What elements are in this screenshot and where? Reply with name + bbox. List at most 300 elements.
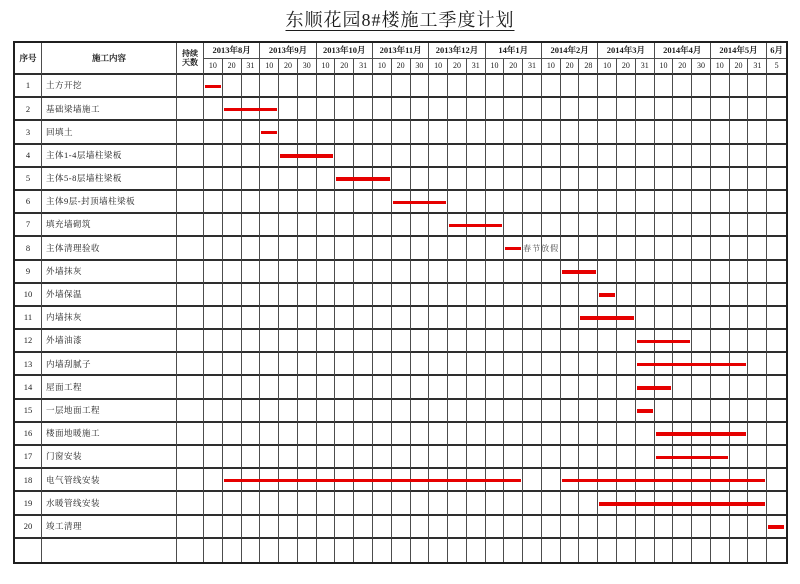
tick-cell: 31 bbox=[467, 59, 486, 75]
row-seq: 4 bbox=[15, 145, 42, 168]
chart-cell bbox=[204, 469, 223, 492]
tick-cell: 10 bbox=[373, 59, 392, 75]
chart-cell bbox=[692, 539, 711, 562]
chart-cell bbox=[429, 191, 448, 214]
chart-cell bbox=[279, 400, 298, 423]
chart-cell bbox=[223, 492, 242, 515]
tick-cell: 10 bbox=[655, 59, 674, 75]
chart-cell bbox=[504, 307, 523, 330]
chart-cell bbox=[448, 191, 467, 214]
chart-cell bbox=[486, 423, 505, 446]
chart-cell bbox=[429, 376, 448, 399]
chart-cell bbox=[598, 214, 617, 237]
chart-cell bbox=[579, 307, 598, 330]
chart-cell bbox=[354, 446, 373, 469]
chart-cell bbox=[429, 261, 448, 284]
chart-cell bbox=[317, 469, 336, 492]
month-header: 2014年4月 bbox=[655, 43, 711, 59]
chart-cell bbox=[204, 145, 223, 168]
chart-cell bbox=[298, 330, 317, 353]
chart-cell bbox=[373, 168, 392, 191]
chart-cell bbox=[598, 121, 617, 144]
chart-cell bbox=[711, 400, 730, 423]
header-duration bbox=[177, 43, 204, 75]
chart-cell bbox=[392, 423, 411, 446]
chart-cell bbox=[335, 423, 354, 446]
header-duration-line: 持续 bbox=[182, 48, 198, 58]
row-seq: 15 bbox=[15, 400, 42, 423]
chart-cell bbox=[429, 98, 448, 121]
chart-cell bbox=[354, 121, 373, 144]
chart-cell bbox=[767, 214, 786, 237]
chart-cell bbox=[542, 145, 561, 168]
chart-cell bbox=[223, 353, 242, 376]
month-header: 2013年11月 bbox=[373, 43, 429, 59]
chart-cell bbox=[617, 214, 636, 237]
chart-cell bbox=[486, 284, 505, 307]
chart-cell bbox=[373, 98, 392, 121]
chart-cell bbox=[317, 168, 336, 191]
chart-cell bbox=[561, 98, 580, 121]
chart-cell bbox=[223, 284, 242, 307]
chart-cell bbox=[711, 75, 730, 98]
chart-cell bbox=[523, 237, 542, 260]
chart-cell bbox=[692, 376, 711, 399]
chart-cell bbox=[730, 330, 749, 353]
chart-cell bbox=[429, 121, 448, 144]
chart-cell bbox=[486, 376, 505, 399]
chart-cell bbox=[429, 75, 448, 98]
chart-cell bbox=[467, 492, 486, 515]
chart-cell bbox=[692, 307, 711, 330]
month-header: 2014年2月 bbox=[542, 43, 598, 59]
chart-cell bbox=[354, 423, 373, 446]
chart-cell bbox=[486, 98, 505, 121]
duration-cell bbox=[177, 446, 204, 469]
chart-cell bbox=[617, 423, 636, 446]
chart-cell bbox=[354, 237, 373, 260]
chart-cell bbox=[354, 469, 373, 492]
chart-cell bbox=[504, 516, 523, 539]
page-title: 东顺花园8#楼施工季度计划 bbox=[285, 10, 515, 30]
chart-cell bbox=[279, 261, 298, 284]
chart-cell bbox=[298, 98, 317, 121]
chart-cell bbox=[298, 168, 317, 191]
chart-cell bbox=[486, 469, 505, 492]
chart-cell bbox=[579, 145, 598, 168]
chart-cell bbox=[523, 75, 542, 98]
chart-cell bbox=[429, 307, 448, 330]
chart-cell bbox=[655, 376, 674, 399]
chart-cell bbox=[767, 145, 786, 168]
task-cell: 主体清理验收 bbox=[42, 237, 177, 260]
chart-cell bbox=[354, 353, 373, 376]
chart-cell bbox=[448, 423, 467, 446]
chart-cell bbox=[767, 330, 786, 353]
chart-cell bbox=[561, 353, 580, 376]
chart-cell bbox=[335, 446, 354, 469]
chart-cell bbox=[504, 168, 523, 191]
chart-cell bbox=[335, 539, 354, 562]
chart-cell bbox=[354, 376, 373, 399]
chart-cell bbox=[692, 423, 711, 446]
chart-cell bbox=[711, 376, 730, 399]
chart-cell bbox=[335, 492, 354, 515]
chart-cell bbox=[767, 446, 786, 469]
chart-cell bbox=[411, 353, 430, 376]
chart-cell bbox=[223, 168, 242, 191]
chart-cell bbox=[617, 492, 636, 515]
chart-cell bbox=[655, 516, 674, 539]
chart-cell bbox=[242, 145, 261, 168]
chart-cell bbox=[617, 469, 636, 492]
chart-cell bbox=[242, 237, 261, 260]
chart-cell bbox=[242, 214, 261, 237]
chart-cell bbox=[692, 75, 711, 98]
chart-cell bbox=[579, 284, 598, 307]
chart-cell bbox=[504, 400, 523, 423]
chart-cell bbox=[692, 191, 711, 214]
chart-cell bbox=[204, 98, 223, 121]
chart-cell bbox=[204, 237, 223, 260]
chart-cell bbox=[655, 191, 674, 214]
chart-cell bbox=[317, 539, 336, 562]
chart-cell bbox=[317, 400, 336, 423]
task-cell: 主体9层-封顶墙柱梁板 bbox=[42, 191, 177, 214]
chart-cell bbox=[429, 330, 448, 353]
chart-cell bbox=[298, 121, 317, 144]
chart-cell bbox=[467, 353, 486, 376]
chart-cell bbox=[242, 353, 261, 376]
chart-cell bbox=[354, 539, 373, 562]
chart-cell bbox=[730, 98, 749, 121]
chart-cell bbox=[561, 492, 580, 515]
chart-cell bbox=[467, 307, 486, 330]
chart-cell bbox=[542, 446, 561, 469]
chart-cell bbox=[242, 261, 261, 284]
task-cell: 主体1-4层墙柱梁板 bbox=[42, 145, 177, 168]
chart-cell bbox=[279, 98, 298, 121]
chart-cell bbox=[730, 423, 749, 446]
chart-cell bbox=[730, 168, 749, 191]
chart-cell bbox=[523, 191, 542, 214]
month-header: 2013年9月 bbox=[260, 43, 316, 59]
chart-cell bbox=[748, 261, 767, 284]
chart-cell bbox=[335, 353, 354, 376]
chart-cell bbox=[673, 353, 692, 376]
chart-cell bbox=[730, 307, 749, 330]
chart-cell bbox=[598, 400, 617, 423]
chart-cell bbox=[411, 423, 430, 446]
chart-cell bbox=[655, 307, 674, 330]
chart-cell bbox=[504, 539, 523, 562]
chart-cell bbox=[298, 237, 317, 260]
chart-cell bbox=[411, 214, 430, 237]
tick-cell: 20 bbox=[561, 59, 580, 75]
chart-cell bbox=[598, 469, 617, 492]
chart-cell bbox=[223, 469, 242, 492]
chart-cell bbox=[542, 191, 561, 214]
chart-cell bbox=[598, 330, 617, 353]
chart-cell bbox=[561, 237, 580, 260]
chart-cell bbox=[730, 191, 749, 214]
chart-cell bbox=[260, 446, 279, 469]
task-cell: 楼面地暖施工 bbox=[42, 423, 177, 446]
tick-cell: 20 bbox=[504, 59, 523, 75]
tick-cell: 20 bbox=[392, 59, 411, 75]
chart-cell bbox=[317, 214, 336, 237]
chart-cell bbox=[504, 145, 523, 168]
duration-cell bbox=[177, 539, 204, 562]
chart-cell bbox=[673, 121, 692, 144]
chart-cell bbox=[392, 353, 411, 376]
chart-cell bbox=[373, 330, 392, 353]
chart-cell bbox=[711, 168, 730, 191]
row-seq: 2 bbox=[15, 98, 42, 121]
chart-cell bbox=[486, 168, 505, 191]
chart-cell bbox=[655, 423, 674, 446]
chart-cell bbox=[504, 423, 523, 446]
row-seq: 11 bbox=[15, 307, 42, 330]
chart-cell bbox=[223, 261, 242, 284]
chart-cell bbox=[335, 469, 354, 492]
chart-cell bbox=[673, 516, 692, 539]
chart-cell bbox=[730, 469, 749, 492]
chart-cell bbox=[204, 330, 223, 353]
chart-cell bbox=[673, 400, 692, 423]
header-seq: 序号 bbox=[15, 43, 42, 75]
task-cell: 一层地面工程 bbox=[42, 400, 177, 423]
chart-cell bbox=[655, 446, 674, 469]
chart-cell bbox=[673, 75, 692, 98]
chart-cell bbox=[298, 400, 317, 423]
chart-cell bbox=[279, 330, 298, 353]
duration-cell bbox=[177, 191, 204, 214]
chart-cell bbox=[467, 121, 486, 144]
chart-cell bbox=[617, 400, 636, 423]
chart-cell bbox=[561, 284, 580, 307]
chart-cell bbox=[467, 423, 486, 446]
chart-cell bbox=[486, 516, 505, 539]
chart-cell bbox=[617, 353, 636, 376]
holiday-note: 春节放假 bbox=[523, 243, 560, 253]
chart-cell bbox=[636, 191, 655, 214]
chart-cell bbox=[655, 214, 674, 237]
chart-cell bbox=[561, 121, 580, 144]
chart-cell bbox=[223, 307, 242, 330]
chart-cell bbox=[542, 121, 561, 144]
row-seq: 8 bbox=[15, 237, 42, 260]
chart-cell bbox=[373, 423, 392, 446]
chart-cell bbox=[242, 330, 261, 353]
chart-cell bbox=[542, 423, 561, 446]
chart-cell bbox=[223, 539, 242, 562]
chart-cell bbox=[373, 191, 392, 214]
chart-cell bbox=[617, 284, 636, 307]
chart-cell bbox=[655, 261, 674, 284]
month-header: 2014年3月 bbox=[598, 43, 654, 59]
chart-cell bbox=[242, 492, 261, 515]
chart-cell bbox=[636, 98, 655, 121]
chart-cell bbox=[523, 469, 542, 492]
chart-cell bbox=[692, 145, 711, 168]
chart-cell bbox=[673, 539, 692, 562]
chart-cell bbox=[260, 539, 279, 562]
chart-cell bbox=[767, 191, 786, 214]
chart-cell bbox=[579, 492, 598, 515]
tick-cell: 20 bbox=[335, 59, 354, 75]
row-seq: 16 bbox=[15, 423, 42, 446]
chart-cell bbox=[561, 261, 580, 284]
row-seq: 5 bbox=[15, 168, 42, 191]
chart-cell bbox=[579, 469, 598, 492]
task-cell: 基础梁墙施工 bbox=[42, 98, 177, 121]
chart-cell bbox=[655, 539, 674, 562]
chart-cell bbox=[542, 98, 561, 121]
chart-cell bbox=[392, 261, 411, 284]
chart-cell bbox=[617, 237, 636, 260]
chart-cell bbox=[636, 145, 655, 168]
tick-cell: 30 bbox=[298, 59, 317, 75]
chart-cell bbox=[335, 168, 354, 191]
chart-cell bbox=[692, 214, 711, 237]
row-seq: 10 bbox=[15, 284, 42, 307]
chart-cell bbox=[204, 75, 223, 98]
tick-cell: 31 bbox=[523, 59, 542, 75]
chart-cell bbox=[335, 307, 354, 330]
chart-cell bbox=[598, 516, 617, 539]
chart-cell bbox=[279, 539, 298, 562]
chart-cell bbox=[204, 446, 223, 469]
chart-cell bbox=[523, 492, 542, 515]
chart-cell bbox=[561, 214, 580, 237]
chart-cell bbox=[748, 307, 767, 330]
chart-cell bbox=[711, 492, 730, 515]
chart-cell bbox=[204, 214, 223, 237]
chart-cell bbox=[486, 492, 505, 515]
chart-cell bbox=[242, 307, 261, 330]
chart-cell bbox=[598, 423, 617, 446]
chart-cell bbox=[373, 145, 392, 168]
chart-cell bbox=[579, 446, 598, 469]
chart-cell bbox=[598, 145, 617, 168]
chart-cell bbox=[673, 492, 692, 515]
chart-cell bbox=[542, 330, 561, 353]
chart-cell bbox=[523, 261, 542, 284]
chart-cell bbox=[335, 214, 354, 237]
chart-cell bbox=[411, 168, 430, 191]
chart-cell bbox=[298, 75, 317, 98]
task-cell: 填充墙砌筑 bbox=[42, 214, 177, 237]
chart-cell bbox=[317, 446, 336, 469]
chart-cell bbox=[486, 261, 505, 284]
chart-cell bbox=[692, 284, 711, 307]
chart-cell bbox=[561, 400, 580, 423]
duration-cell bbox=[177, 168, 204, 191]
chart-cell bbox=[467, 284, 486, 307]
chart-cell bbox=[523, 168, 542, 191]
chart-cell bbox=[429, 214, 448, 237]
month-header: 2013年10月 bbox=[317, 43, 373, 59]
chart-cell bbox=[260, 469, 279, 492]
chart-cell bbox=[335, 330, 354, 353]
chart-cell bbox=[204, 539, 223, 562]
chart-cell bbox=[730, 400, 749, 423]
chart-cell bbox=[711, 145, 730, 168]
chart-cell bbox=[392, 330, 411, 353]
tick-cell: 5 bbox=[767, 59, 786, 75]
chart-cell bbox=[692, 400, 711, 423]
chart-cell bbox=[335, 261, 354, 284]
chart-cell bbox=[523, 376, 542, 399]
row-seq: 13 bbox=[15, 353, 42, 376]
chart-cell bbox=[748, 516, 767, 539]
chart-cell bbox=[298, 145, 317, 168]
chart-cell bbox=[730, 75, 749, 98]
chart-cell bbox=[523, 307, 542, 330]
task-cell bbox=[42, 539, 177, 562]
chart-cell bbox=[542, 539, 561, 562]
chart-cell bbox=[242, 284, 261, 307]
chart-cell bbox=[467, 75, 486, 98]
chart-cell bbox=[598, 261, 617, 284]
chart-cell bbox=[711, 307, 730, 330]
row-seq: 20 bbox=[15, 516, 42, 539]
chart-cell bbox=[392, 284, 411, 307]
chart-cell bbox=[298, 539, 317, 562]
chart-cell bbox=[448, 376, 467, 399]
chart-cell bbox=[448, 284, 467, 307]
chart-cell bbox=[242, 191, 261, 214]
chart-cell bbox=[204, 307, 223, 330]
chart-cell bbox=[692, 492, 711, 515]
duration-cell bbox=[177, 121, 204, 144]
tick-cell: 10 bbox=[429, 59, 448, 75]
chart-cell bbox=[711, 98, 730, 121]
chart-cell bbox=[467, 516, 486, 539]
chart-cell bbox=[448, 539, 467, 562]
chart-cell bbox=[673, 98, 692, 121]
chart-cell bbox=[279, 376, 298, 399]
chart-cell bbox=[298, 492, 317, 515]
chart-cell bbox=[354, 191, 373, 214]
chart-cell bbox=[598, 353, 617, 376]
chart-cell bbox=[204, 168, 223, 191]
chart-cell bbox=[298, 307, 317, 330]
chart-cell bbox=[711, 121, 730, 144]
chart-cell bbox=[767, 516, 786, 539]
chart-cell bbox=[767, 469, 786, 492]
row-seq: 6 bbox=[15, 191, 42, 214]
chart-cell bbox=[373, 469, 392, 492]
chart-cell bbox=[561, 539, 580, 562]
chart-cell bbox=[504, 237, 523, 260]
chart-cell bbox=[561, 446, 580, 469]
tick-cell: 20 bbox=[279, 59, 298, 75]
chart-cell bbox=[673, 469, 692, 492]
chart-cell bbox=[373, 237, 392, 260]
chart-cell bbox=[692, 446, 711, 469]
chart-cell bbox=[448, 353, 467, 376]
chart-cell bbox=[561, 376, 580, 399]
chart-cell bbox=[730, 261, 749, 284]
chart-cell bbox=[673, 446, 692, 469]
chart-cell bbox=[279, 423, 298, 446]
chart-cell bbox=[298, 516, 317, 539]
chart-cell bbox=[617, 330, 636, 353]
chart-cell bbox=[223, 214, 242, 237]
chart-cell bbox=[242, 446, 261, 469]
